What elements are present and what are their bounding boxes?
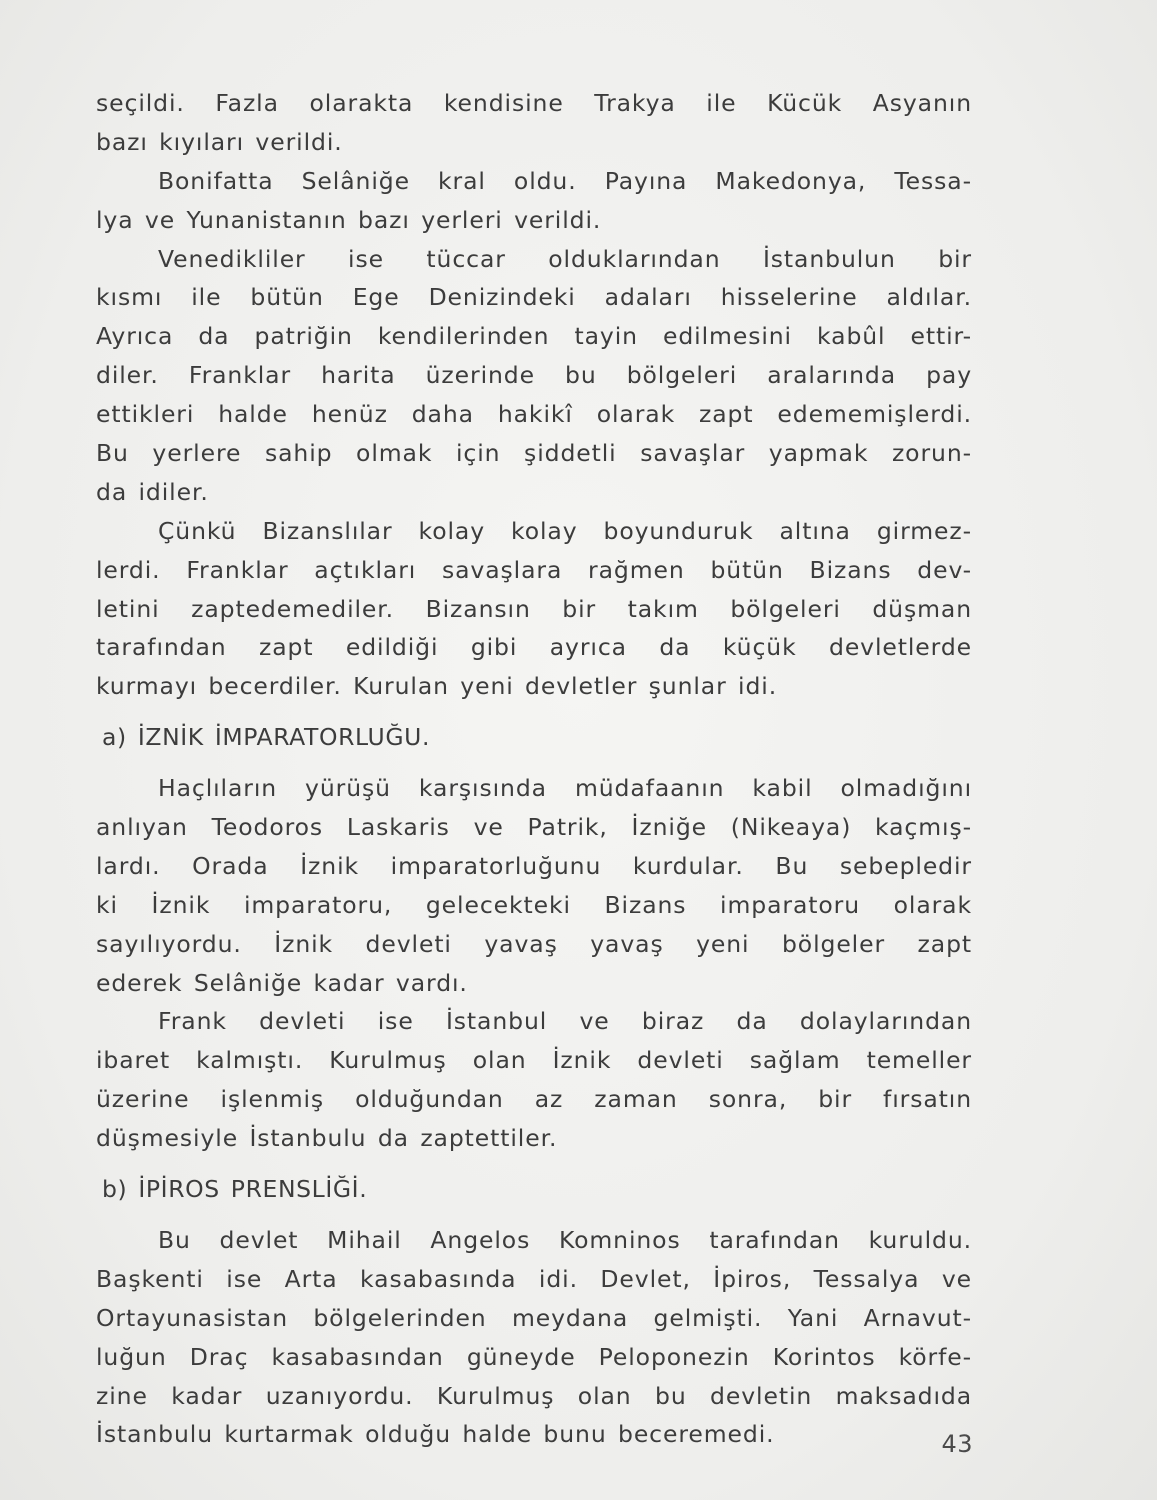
text-line: kısmı ile bütün Ege Denizindeki adaları hisselerine aldılar. [96, 283, 972, 312]
text-line: lardı. Orada İznik imparatorluğunu kurdular. Bu sebepledir [96, 851, 972, 880]
text-line: luğun Draç kasabasından güneyde Peloponezin Korintos körfe- [96, 1342, 972, 1371]
text-line: Frank devleti ise İstanbul ve biraz da dolaylarından [158, 1007, 972, 1036]
text-line: zine kadar uzanıyordu. Kurulmuş olan bu devletin maksadıda [96, 1381, 972, 1410]
text-line: Bonifatta Selâniğe kral oldu. Payına Makedonya, Tessa- [158, 166, 972, 195]
text-line: düşmesiyle İstanbulu da zaptettiler. [96, 1124, 558, 1153]
text-line: tarafından zapt edildiği gibi ayrıca da küçük devletlerde [96, 633, 972, 662]
text-line: ettikleri halde henüz daha hakikî olarak zapt edememişlerdi. [96, 400, 972, 429]
text-line: ibaret kalmıştı. Kurulmuş olan İznik devleti sağlam temeller [96, 1046, 972, 1075]
text-line: Bu devlet Mihail Angelos Komninos tarafından kuruldu. [158, 1225, 972, 1254]
page-number: 43 [941, 1430, 973, 1458]
text-line: Ortayunasistan bölgelerinden meydana gelmişti. Yani Arnavut- [96, 1303, 972, 1332]
text-line: bazı kıyıları verildi. [96, 127, 343, 156]
body-text [96, 84, 972, 1454]
text-line: Haçlıların yürüşü karşısında müdafaanın kabil olmadığını [158, 774, 972, 803]
text-line: lya ve Yunanistanın bazı yerleri verildi. [96, 205, 602, 234]
text-line: İstanbulu kurtarmak olduğu halde bunu beceremedi. [96, 1420, 775, 1449]
text-line: diler. Franklar harita üzerinde bu bölgeleri aralarında pay [96, 361, 972, 390]
text-line: lerdi. Franklar açtıkları savaşlara rağmen bütün Bizans dev- [96, 555, 972, 584]
text-line: seçildi. Fazla olarakta kendisine Trakya ile Kücük Asyanın [96, 89, 972, 117]
text-line: ederek Selâniğe kadar vardı. [96, 968, 468, 997]
text-line: üzerine işlenmiş olduğundan az zaman sonra, bir fırsatın [96, 1085, 972, 1114]
text-line: Başkenti ise Arta kasabasında idi. Devlet, İpiros, Tessalya ve [96, 1264, 972, 1293]
text-line: kurmayı becerdiler. Kurulan yeni devletler şunlar idi. [96, 672, 778, 701]
text-line: anlıyan Teodoros Laskaris ve Patrik, İzniğe (Nikeaya) kaçmış- [96, 813, 972, 842]
section-heading-ipiros: b) İPİROS PRENSLİĞİ. [102, 1175, 368, 1204]
text-line: Bu yerlere sahip olmak için şiddetli savaşlar yapmak zorun- [96, 439, 972, 468]
text-line: Ayrıca da patriğin kendilerinden tayin edilmesini kabûl ettir- [96, 322, 972, 351]
text-line: ki İznik imparatoru, gelecekteki Bizans imparatoru olarak [96, 890, 972, 919]
text-line: Venedikliler ise tüccar olduklarından İstanbulun bir [158, 244, 972, 273]
text-line: sayılıyordu. İznik devleti yavaş yavaş yeni bölgeler zapt [96, 929, 972, 958]
section-heading-iznik: a) İZNİK İMPARATORLUĞU. [102, 723, 431, 752]
text-line: Çünkü Bizanslılar kolay kolay boyunduruk altına girmez- [158, 516, 972, 545]
text-line: da idiler. [96, 477, 209, 506]
text-line: letini zaptedemediler. Bizansın bir takım bölgeleri düşman [96, 594, 972, 623]
